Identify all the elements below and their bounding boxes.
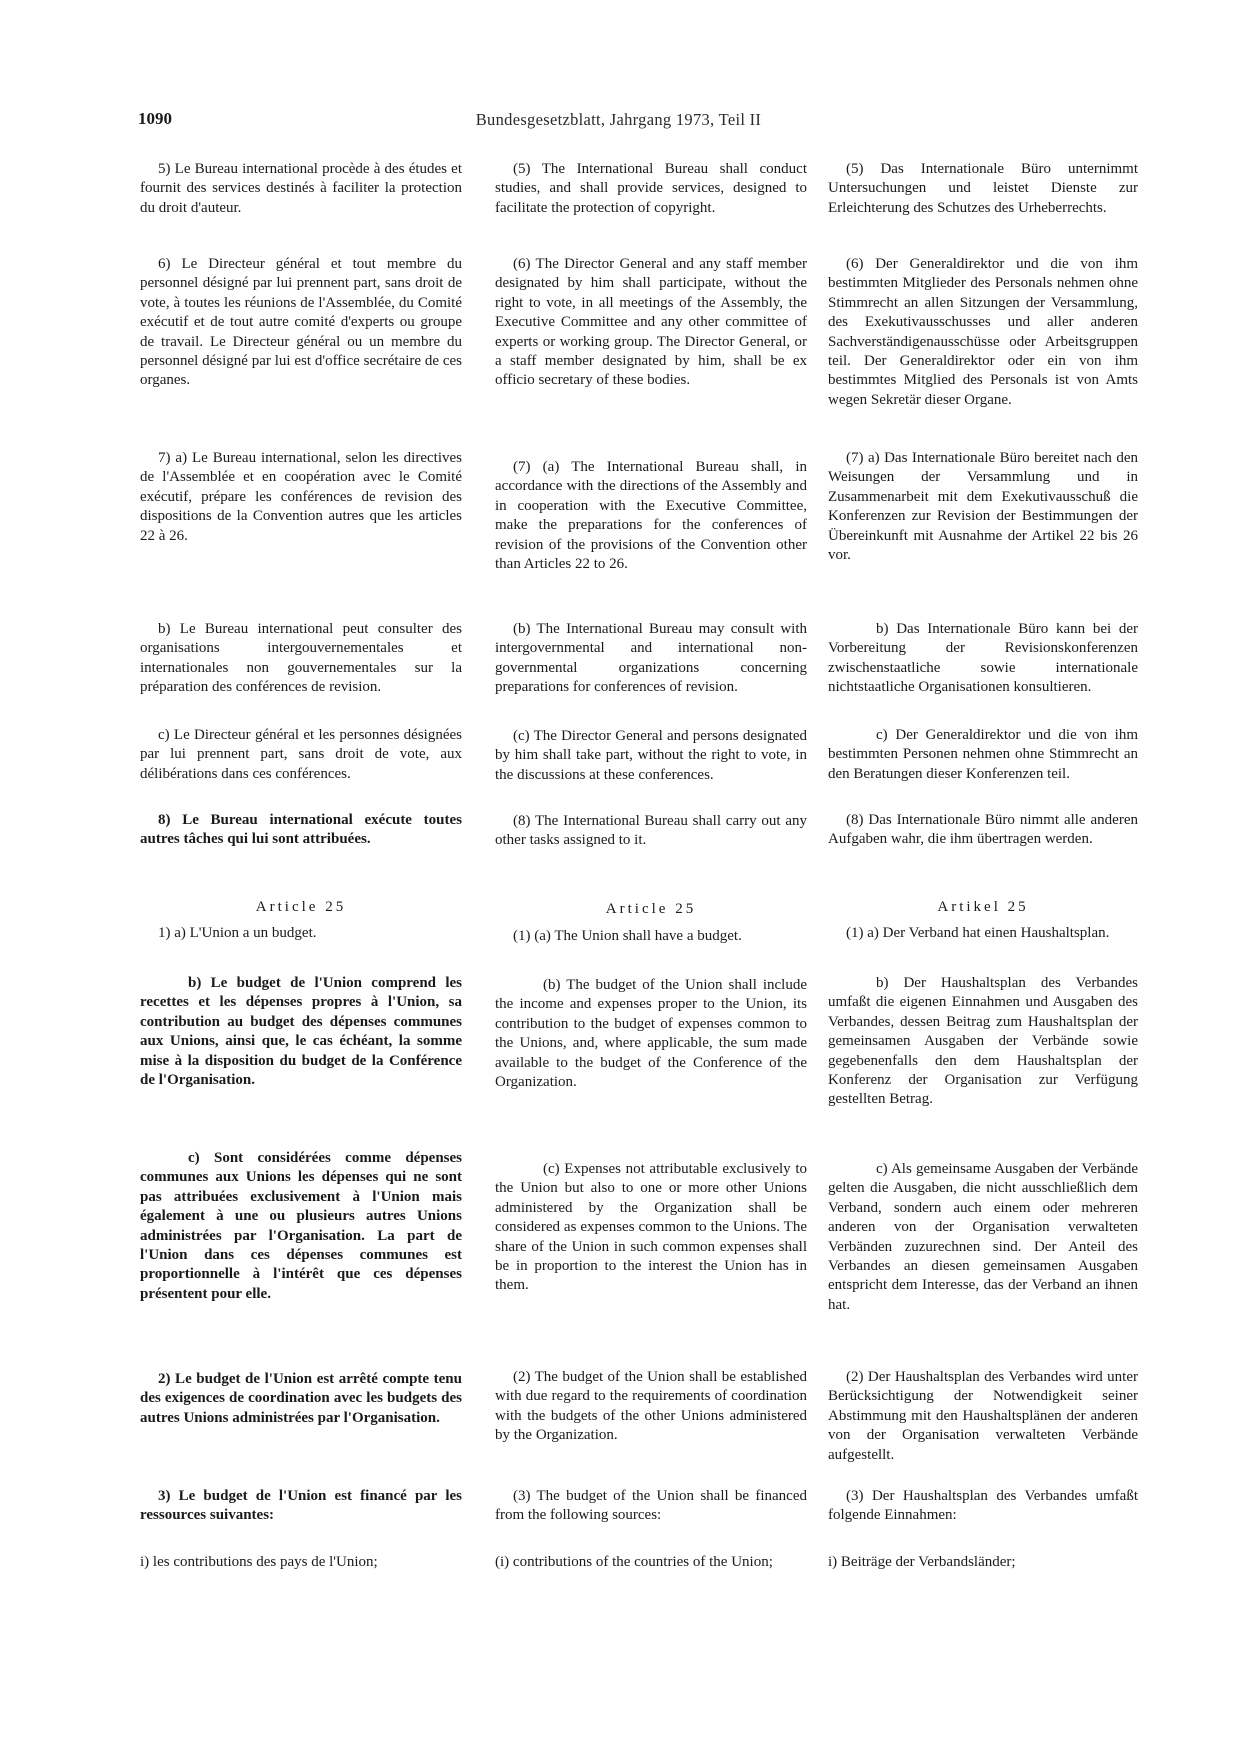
paragraph-7c: (c) The Director General and persons designated by him shall take part, without the right to vote, in the discussions at these conferences. — [495, 728, 807, 783]
paragraph-7c: c) Der Generaldirektor und die von ihm bestimmten Personen nehmen ohne Stimmrecht an den Beratungen dieser Konferenzen teil. — [828, 727, 1138, 782]
paragraph-5: (5) The International Bureau shall conduct studies, and shall provide services, designed to facilitate the protection of copyright. — [495, 161, 807, 216]
article-25-3-i: i) les contributions des pays de l'Union; — [140, 1554, 378, 1570]
paragraph-7b: (b) The International Bureau may consult with intergovernmental and international non-governmental organizations concerning preparations for conferences of revision. — [495, 621, 807, 696]
article-heading: Article 25 — [255, 899, 347, 915]
article-25-3: 3) Le budget de l'Union est financé par les ressources suivantes: — [140, 1488, 462, 1524]
article-25-3: (3) Der Haushaltsplan des Verbandes umfaßt folgende Einnahmen: — [828, 1488, 1138, 1524]
paragraph-6: (6) The Director General and any staff member designated by him shall participate, without the right to vote, in all meetings of the Assembly, the Executive Committee and any other committee of experts or working group. The Director General, or a staff member designated by him, shall be ex officio secretary of these bodies. — [495, 256, 807, 389]
paragraph-5: 5) Le Bureau international procède à des études et fournit des services destinés à faciliter la protection du droit d'auteur. — [140, 161, 462, 216]
article-25-2: 2) Le budget de l'Union est arrêté compte tenu des exigences de coordination avec les budgets des autres Unions administrées par l'Organisation. — [140, 1371, 462, 1426]
paragraph-8: (8) Das Internationale Büro nimmt alle anderen Aufgaben wahr, die ihm übertragen werden. — [828, 812, 1138, 848]
article-25-2: (2) Der Haushaltsplan des Verbandes wird unter Berücksichtigung der Notwendigkeit seiner Abstimmung mit den Haushaltsplänen der anderen von der Organisation verwalteten Verbände aufgestellt. — [828, 1369, 1138, 1463]
article-25-2: (2) The budget of the Union shall be established with due regard to the requirements of coordination with the budgets of the other Unions administered by the Organization. — [495, 1369, 807, 1444]
article-25-1a: 1) a) L'Union a un budget. — [158, 925, 317, 941]
paragraph-7a: (7) a) Das Internationale Büro bereitet nach den Weisungen der Versammlung und in Zusammenarbeit mit dem Exekutivausschuß die Konferenzen zur Revision der Bestimmungen der Übereinkunft mit Ausnahme der Artikel 22 bis 26 vor. — [828, 450, 1138, 564]
article-25-1a: (1) (a) The Union shall have a budget. — [513, 928, 742, 944]
paragraph-8: (8) The International Bureau shall carry out any other tasks assigned to it. — [495, 813, 807, 849]
english-column — [495, 0, 807, 1754]
german-column — [828, 0, 1138, 1754]
article-25-1c: c) Als gemeinsame Ausgaben der Verbände gelten die Ausgaben, die nicht ausschließlich dem Verband, sondern auch einem oder mehreren anderen von der Organisation verwalteten Verbänden zuzurechnen sind. Der Anteil des Verbandes an diesen gemeinsamen Ausgaben entspricht dem Interesse, das der Verband an ihnen hat. — [828, 1161, 1138, 1313]
paragraph-5: (5) Das Internationale Büro unternimmt Untersuchungen und leistet Dienste zur Erleichterung des Schutzes des Urheberrechts. — [828, 161, 1138, 216]
article-heading: Artikel 25 — [937, 899, 1029, 915]
page-number: 1090 — [138, 109, 172, 128]
french-column — [140, 0, 462, 1754]
paragraph-7a: (7) (a) The International Bureau shall, in accordance with the directions of the Assembly and in cooperation with the Executive Committee, make the preparations for the conferences of revision of the provisions of the Convention other than Articles 22 to 26. — [495, 459, 807, 573]
article-25-3: (3) The budget of the Union shall be financed from the following sources: — [495, 1488, 807, 1524]
article-25-1b: b) Der Haushaltsplan des Verbandes umfaßt die eigenen Einnahmen und Ausgaben des Verbandes, dessen Beitrag zum Haushaltsplan der gemeinsamen Ausgaben der Verbände sowie gegebenenfalls den dem Haushaltsplan der Konferenz der Organisation zur Verfügung gestellten Betrag. — [828, 975, 1138, 1108]
paragraph-7a: 7) a) Le Bureau international, selon les directives de l'Assemblée et en coopération avec le Comité exécutif, prépare les conférences de revision des dispositions de la Convention autres que les articles 22 à 26. — [140, 450, 462, 544]
paragraph-6: 6) Le Directeur général et tout membre du personnel désigné par lui prennent part, sans droit de vote, à toutes les réunions de l'Assemblée, du Comité exécutif et de tout autre comité d'experts ou groupe de travail. Le Directeur général ou un membre du personnel désigné par lui est d'office secrétaire de ces organes. — [140, 256, 462, 389]
article-25-1a: (1) a) Der Verband hat einen Haushaltsplan. — [846, 925, 1110, 941]
paragraph-7c: c) Le Directeur général et les personnes désignées par lui prennent part, sans droit de vote, aux délibérations dans ces conférences. — [140, 727, 462, 782]
running-head: Bundesgesetzblatt, Jahrgang 1973, Teil II — [475, 110, 762, 129]
article-25-1b: b) Le budget de l'Union comprend les recettes et les dépenses propres à l'Union, sa contribution au budget des dépenses communes aux Unions, ainsi que, le cas échéant, la somme mise à la disposition du budget de la Conférence de l'Organisation. — [140, 975, 462, 1089]
paragraph-7b: b) Le Bureau international peut consulter des organisations intergouvernementales et internationales non gouvernementales sur la préparation des conférences de revision. — [140, 621, 462, 696]
paragraph-6: (6) Der Generaldirektor und die von ihm bestimmten Mitglieder des Personals nehmen ohne Stimmrecht an allen Sitzungen der Versammlung, des Exekutivausschusses und aller anderen Sachverständigenausschüsse oder Arbeitsgruppen teil. Der Generaldirektor oder ein von ihm bestimmtes Mitglied des Personals ist von Amts wegen Sekretär dieser Organe. — [828, 256, 1138, 408]
article-25-1c: c) Sont considérées comme dépenses communes aux Unions les dépenses qui ne sont pas attribuées exclusivement à l'Union mais également à une ou plusieurs autres Unions administrées par l'Organisation. La part de l'Union dans ces dépenses communes est proportionnelle à l'intérêt que ces dépenses présentent pour elle. — [140, 1150, 462, 1302]
article-25-1b: (b) The budget of the Union shall include the income and expenses proper to the Union, its contribution to the budget of expenses common to the Unions, and, where applicable, the sum made available to the budget of the Conference of the Organization. — [495, 977, 807, 1091]
paragraph-7b: b) Das Internationale Büro kann bei der Vorbereitung der Revisionskonferenzen zwischenstaatliche sowie internationale nichtstaatliche Organisationen konsultieren. — [828, 621, 1138, 696]
paragraph-8: 8) Le Bureau international exécute toutes autres tâches qui lui sont attribuées. — [140, 812, 462, 848]
article-25-3-i: i) Beiträge der Verbandsländer; — [828, 1554, 1016, 1570]
article-heading: Article 25 — [605, 901, 697, 917]
article-25-3-i: (i) contributions of the countries of the Union; — [495, 1554, 773, 1570]
article-25-1c: (c) Expenses not attributable exclusively to the Union but also to one or more other Unions administered by the Organization shall be considered as expenses common to the Unions. The share of the Union in such common expenses shall be in proportion to the interest the Union has in them. — [495, 1161, 807, 1294]
